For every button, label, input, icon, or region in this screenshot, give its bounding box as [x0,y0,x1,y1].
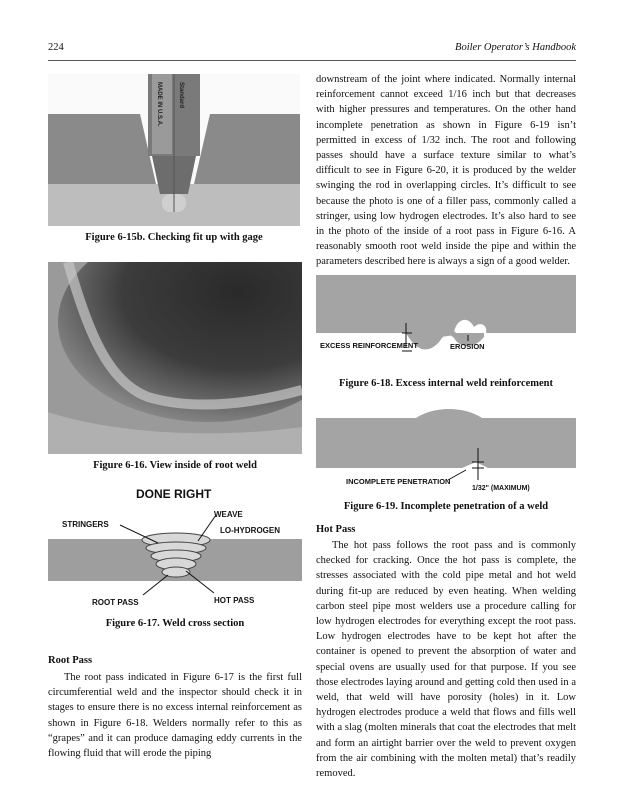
figure-6-17-caption: Figure 6-17. Weld cross section [105,618,245,629]
label-hot-pass: HOT PASS [214,596,255,605]
done-right-title: DONE RIGHT [136,487,212,501]
figure-6-18-diagram [316,275,576,363]
label-incomplete-penetration: INCOMPLETE PENETRATION [346,477,451,486]
hot-pass-heading: Hot Pass [316,524,356,535]
label-maximum: 1/32" (MAXIMUM) [472,485,530,492]
figure-6-15b-photo [48,74,300,226]
gage-text-right: Standard [178,82,184,109]
figure-6-18-caption: Figure 6-18. Excess internal weld reinforcement [338,378,554,389]
figure-6-19-diagram [316,404,576,496]
gage-text-left: MADE IN U.S.A. [156,82,162,127]
continued-paragraph: downstream of the joint where indicated. Normally internal reinforcement cannot exceed 1/16 inch but that decreases with higher pressures and temperatures. On the other hand incomplete penetration as shown in Figure 6-19 isn’t permitted in excess of 1/32 inch. The root and following passes should have a surface texture similar to what’s difficult to see in Figure 6-20, it is produced by the welder swinging the rod in overlapping circles. It’s difficult to see because the photo is one of a filler pass, commonly called a stringer, using low hydrogen electrodes. It’s also hard to see in the photo of the inside of a root pass in Figure 6-16. A reasonably smooth root weld inside the pipe and within the parameters described here is always a sign of a good welder. [316,74,576,268]
header-rule [48,60,576,61]
running-title: Boiler Operator’s Handbook [455,42,576,53]
figure-6-15b-caption: Figure 6-15b. Checking fit up with gage [85,232,263,243]
root-pass-heading: Root Pass [48,655,93,666]
label-lo-hydrogen: LO-HYDROGEN [220,526,280,535]
figure-6-16-caption: Figure 6-16. View inside of root weld [93,460,257,471]
label-excess-reinforcement: EXCESS REINFORCEMENT [320,341,418,350]
label-erosion: EROSION [450,342,485,351]
label-weave: WEAVE [214,510,243,519]
label-stringers: STRINGERS [62,520,109,529]
figure-6-19-caption: Figure 6-19. Incomplete penetration of a weld [343,501,549,512]
label-root-pass: ROOT PASS [92,598,139,607]
hot-pass-paragraph: The hot pass follows the root pass and is commonly checked for cracking. Once the hot pass is complete, the stresses associated with the cold pipe metal and hot weld during fit-up are reduced by even heating. When welding carbon steel pipe most welders use a procedure calling for low hydrogen electrodes for everything except the root pass. Low hydrogen electrodes have to be kept hot after the container is opened to prevent the absorption of water and special ovens are usually used for that purpose. If you see those electrodes laying around and getting cold then used in a weld, that weld will have porosity (holes) in it. Low hydrogen electrodes produce a weld that flows and fills well with a slag (molten minerals that coat the electrodes that melt and form an airtight barrier over the weld to prevent oxygen from the air combining with the molten metal) that’s readily removed. [316,540,576,780]
figure-6-16-photo [48,262,302,454]
figure-6-17-diagram [48,483,302,613]
root-pass-paragraph: The root pass indicated in Figure 6-17 is the first full circumferential weld and the inspector should check it in stages to ensure there is no excess internal reinforcement as shown in Figure 6-18. Welders normally refer to this as “grapes” and it can produce damaging eddy currents in the flowing fluid that will erode the piping [48,672,302,760]
page-number: 224 [48,42,64,53]
